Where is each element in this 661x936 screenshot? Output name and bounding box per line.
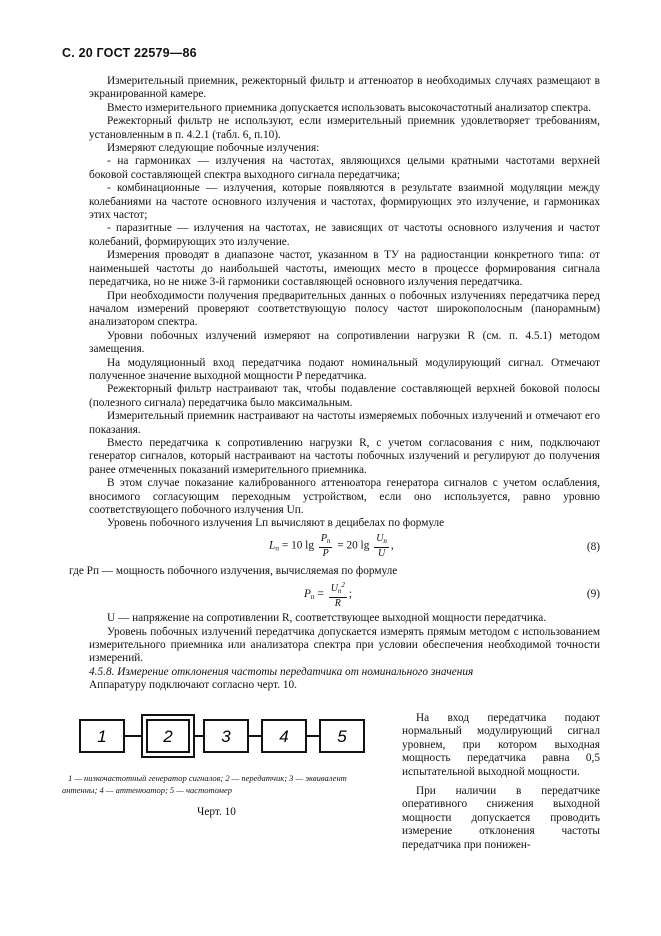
paragraph: Режекторный фильтр не используют, если измерительный приемник удовлетворяет требованиям, установленным в п. 4.2.1 (табл. 6, п.10). [89, 115, 600, 141]
list-item: - на гармониках — излучения на частотах, являющихся целыми кратными частотами верхней боковой составляющей спектра выходного сигнала передатчика; [89, 155, 600, 181]
block-label: 1 [97, 727, 107, 746]
fraction: $\frac{P_п}{P}$ [320, 532, 331, 559]
main-text [69, 75, 600, 693]
list-item: - паразитные — излучения на частотах, не зависящих от частоты основного излучения и частот колебаний, формирующих это излучение. [89, 222, 600, 248]
paragraph: Измеряют следующие побочные излучения: [107, 142, 320, 155]
paragraph: Измерительный приемник настраивают на частоты измеряемых побочных излучений и отмечают его показания. [89, 410, 600, 436]
paragraph: Уровни побочных излучений измеряют на сопротивлении нагрузки R (см. п. 4.5.1) методом замещения. [89, 329, 600, 356]
paragraph: Вместо передатчика к сопротивлению нагрузки R, с учетом согласования с ним, подключают генератор сигналов, который настраивают на частоты побочных излучений и регулируют до получения ранее отмеченных показаний измерительного приемника. [89, 436, 600, 476]
paragraph: На вход передатчика подают нормальный модулирующий сигнал уровнем, при котором выходная мощность передатчика равна 0,5 испытательной выходной мощности. [402, 712, 600, 778]
block-diagram [76, 710, 366, 760]
paragraph: В этом случае показание калиброванного аттенюатора генератора сигналов с учетом ослабления, вносимого согласующим переходным устройством, если оно используется, равно уровню соответствующего побочного излучения Uп. [89, 477, 600, 516]
paragraph: Уровень побочных излучений передатчика допускается измерять прямым методом с использованием измерительного приемника или анализатора спектра при условии обеспечения необходимой точности измерений. [89, 625, 600, 665]
paragraph: При необходимости получения предварительных данных о побочных излучениях передатчика перед началом измерений проверяют соответствующую полосу частот широкополосным (панорамным) анализатором спектра. [89, 289, 600, 329]
list-item: - комбинационные — излучения, которые появляются в результате взаимной модуляции между колебаниями на частоте основного излучения и частотах, формирующих это излучение, и гармониках этих частот; [89, 182, 600, 222]
paragraph: Измерения проводят в диапазоне частот, указанном в ТУ на радиостанции конкретного типа: от наименьшей частоты до наибольшей частоты, имеющих место в процессе формирования сигнала передатчика, но не ниже 3-й гармоники составляющей основного излучения передатчика. [89, 249, 600, 289]
paragraph: Измерительный приемник, режекторный фильтр и аттенюатор в необходимых случаях размещают в экранированной камере. [89, 75, 600, 101]
formula-number: (9) [586, 588, 600, 601]
side-text [402, 712, 600, 858]
block-label: 2 [163, 727, 173, 746]
formula-9 [89, 578, 600, 612]
page-header: С. 20 ГОСТ 22579—86 [62, 46, 197, 60]
section-heading: 4.5.8. Измерение отклонения частоты передатчика от номинального значения [89, 665, 474, 678]
paragraph: U — напряжение на сопротивлении R, соответствующее выходной мощности передатчика. [107, 612, 547, 625]
formula-9-body: $P_п$ = $\frac{U_п^2}{R}$ ; [304, 581, 353, 610]
fraction: $\frac{U_п}{U}$ [376, 532, 387, 559]
fraction: $\frac{U_п^2}{R}$ [330, 581, 345, 610]
paragraph: Режекторный фильтр настраивают так, чтобы подавление составляющей верхней боковой полосы (полезного сигнала) передатчика было максимальным. [89, 383, 600, 409]
figure-caption: 1 — низкочастотный генератор сигналов; 2 — передатчик; 3 — эквивалент антенны; 4 — аттенюатор; 5 — частотомер [62, 773, 347, 795]
block-label: 3 [221, 727, 231, 746]
figure-label: Черт. 10 [197, 806, 236, 818]
formula-number: (8) [586, 540, 600, 553]
paragraph: При наличии в передатчике оперативного снижения выходной мощности допускается проводить измерение отклонения частоты передатчика при понижен- [402, 785, 600, 851]
formula-8-body: $L_п = 10$ lg $\frac{P_п}{P}$ = 20 lg $\frac{U_п}{U}$ , [269, 532, 394, 559]
paragraph: Вместо измерительного приемника допускается использовать высокочастотный анализатор спектра. [107, 101, 591, 114]
block-label: 5 [337, 727, 347, 746]
paragraph: Аппаратуру подключают согласно черт. 10. [89, 679, 297, 692]
paragraph: Уровень побочного излучения Lп вычисляют в децибелах по формуле [107, 517, 445, 530]
formula-8 [89, 531, 600, 565]
paragraph: На модуляционный вход передатчика подают номинальный модулирующий сигнал. Отмечают полученное значение выходной мощности P передатчика. [89, 356, 600, 382]
block-label: 4 [279, 727, 289, 746]
paragraph: где Pп — мощность побочного излучения, вычисляемая по формуле [69, 564, 398, 577]
